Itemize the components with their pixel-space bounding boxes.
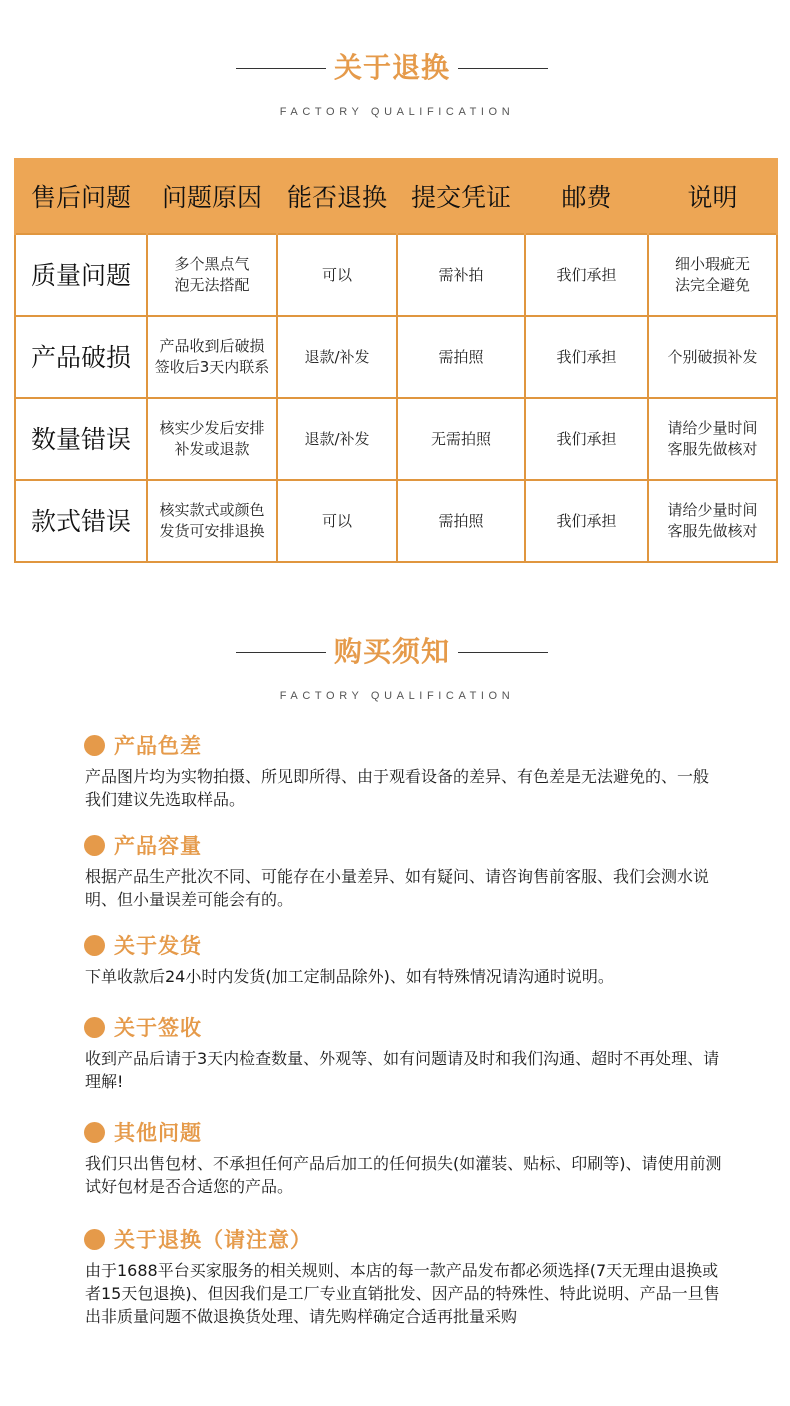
notice-heading: 关于发货 [114,934,202,958]
table-header-row [15,158,777,234]
table-row [15,398,777,480]
divider-line-right [458,652,548,653]
column-header: 说明 [648,158,777,234]
table-cell: 我们承担 [525,480,648,562]
notice-text: 根据产品生产批次不同、可能存在小量差异、如有疑问、请咨询售前客服、我们会测水说明、但小量误差可能会有的。 [85,867,710,909]
notice-heading: 产品色差 [114,734,202,758]
table-cell: 需拍照 [397,316,525,398]
row-header-cell: 款式错误 [15,480,147,562]
column-header: 提交凭证 [397,158,525,234]
notice-color-difference [84,729,724,811]
table-cell: 我们承担 [525,234,648,316]
table-row [15,234,777,316]
table-cell: 我们承担 [525,316,648,398]
bullet-dot-icon [84,935,105,956]
divider-line-left [236,652,326,653]
notice-text: 产品图片均为实物拍摄、所见即所得、由于观看设备的差异、有色差是无法避免的、一般我们建议先选取样品。 [85,767,710,809]
table-cell: 请给少量时间 客服先做核对 [648,398,777,480]
table-cell: 多个黑点气 泡无法搭配 [147,234,277,316]
table-cell: 可以 [277,234,397,316]
section-title: 购买须知 [333,635,450,668]
notice-text: 下单收款后24小时内发货(加工定制品除外)、如有特殊情况请沟通时说明。 [85,967,614,986]
table-cell: 需补拍 [397,234,525,316]
table-cell: 退款/补发 [277,316,397,398]
row-header-cell: 产品破损 [15,316,147,398]
table-cell: 退款/补发 [277,398,397,480]
purchase-section-header [0,632,790,702]
bullet-dot-icon [84,1229,105,1250]
bullet-dot-icon [84,1122,105,1143]
column-header: 邮费 [525,158,648,234]
table-row [15,316,777,398]
table-cell: 核实少发后安排 补发或退款 [147,398,277,480]
returns-policy-table [14,158,778,563]
table-cell: 核实款式或颜色 发货可安排退换 [147,480,277,562]
table-cell: 细小瑕疵无 法完全避免 [648,234,777,316]
table-cell: 我们承担 [525,398,648,480]
table-cell: 产品收到后破损 签收后3天内联系 [147,316,277,398]
notice-heading: 其他问题 [114,1121,202,1145]
notice-heading: 关于退换（请注意） [114,1228,312,1252]
column-header: 能否退换 [277,158,397,234]
divider-line-right [458,68,548,69]
row-header-cell: 数量错误 [15,398,147,480]
notice-heading: 产品容量 [114,834,202,858]
row-header-cell: 质量问题 [15,234,147,316]
notice-capacity [84,829,724,911]
column-header: 问题原因 [147,158,277,234]
table-cell: 需拍照 [397,480,525,562]
notice-heading: 关于签收 [114,1016,202,1040]
table-cell: 个别破损补发 [648,316,777,398]
returns-section-header [0,48,790,118]
section-title: 关于退换 [333,51,450,84]
bullet-dot-icon [84,1017,105,1038]
notice-text: 我们只出售包材、不承担任何产品后加工的任何损失(如灌装、贴标、印刷等)、请使用前测试好包材是否合适您的产品。 [85,1154,722,1196]
notice-other [84,1116,724,1198]
notice-receipt [84,1011,724,1093]
column-header: 售后问题 [15,158,147,234]
section-subtitle: FACTORY QUALIFICATION [279,690,515,702]
table-row [15,480,777,562]
notice-text: 收到产品后请于3天内检查数量、外观等、如有问题请及时和我们沟通、超时不再处理、请理解! [85,1049,720,1091]
table-cell: 请给少量时间 客服先做核对 [648,480,777,562]
notice-shipping [84,929,724,988]
divider-line-left [236,68,326,69]
bullet-dot-icon [84,835,105,856]
bullet-dot-icon [84,735,105,756]
table-cell: 可以 [277,480,397,562]
notice-returns [84,1223,724,1328]
notice-text: 由于1688平台买家服务的相关规则、本店的每一款产品发布都必须选择(7天无理由退换或者15天包退换)、但因我们是工厂专业直销批发、因产品的特殊性、特此说明、产品一旦售出非质量问题不做退换货处理、请先购样确定合适再批量采购 [85,1261,720,1326]
table-cell: 无需拍照 [397,398,525,480]
section-subtitle: FACTORY QUALIFICATION [279,106,515,118]
